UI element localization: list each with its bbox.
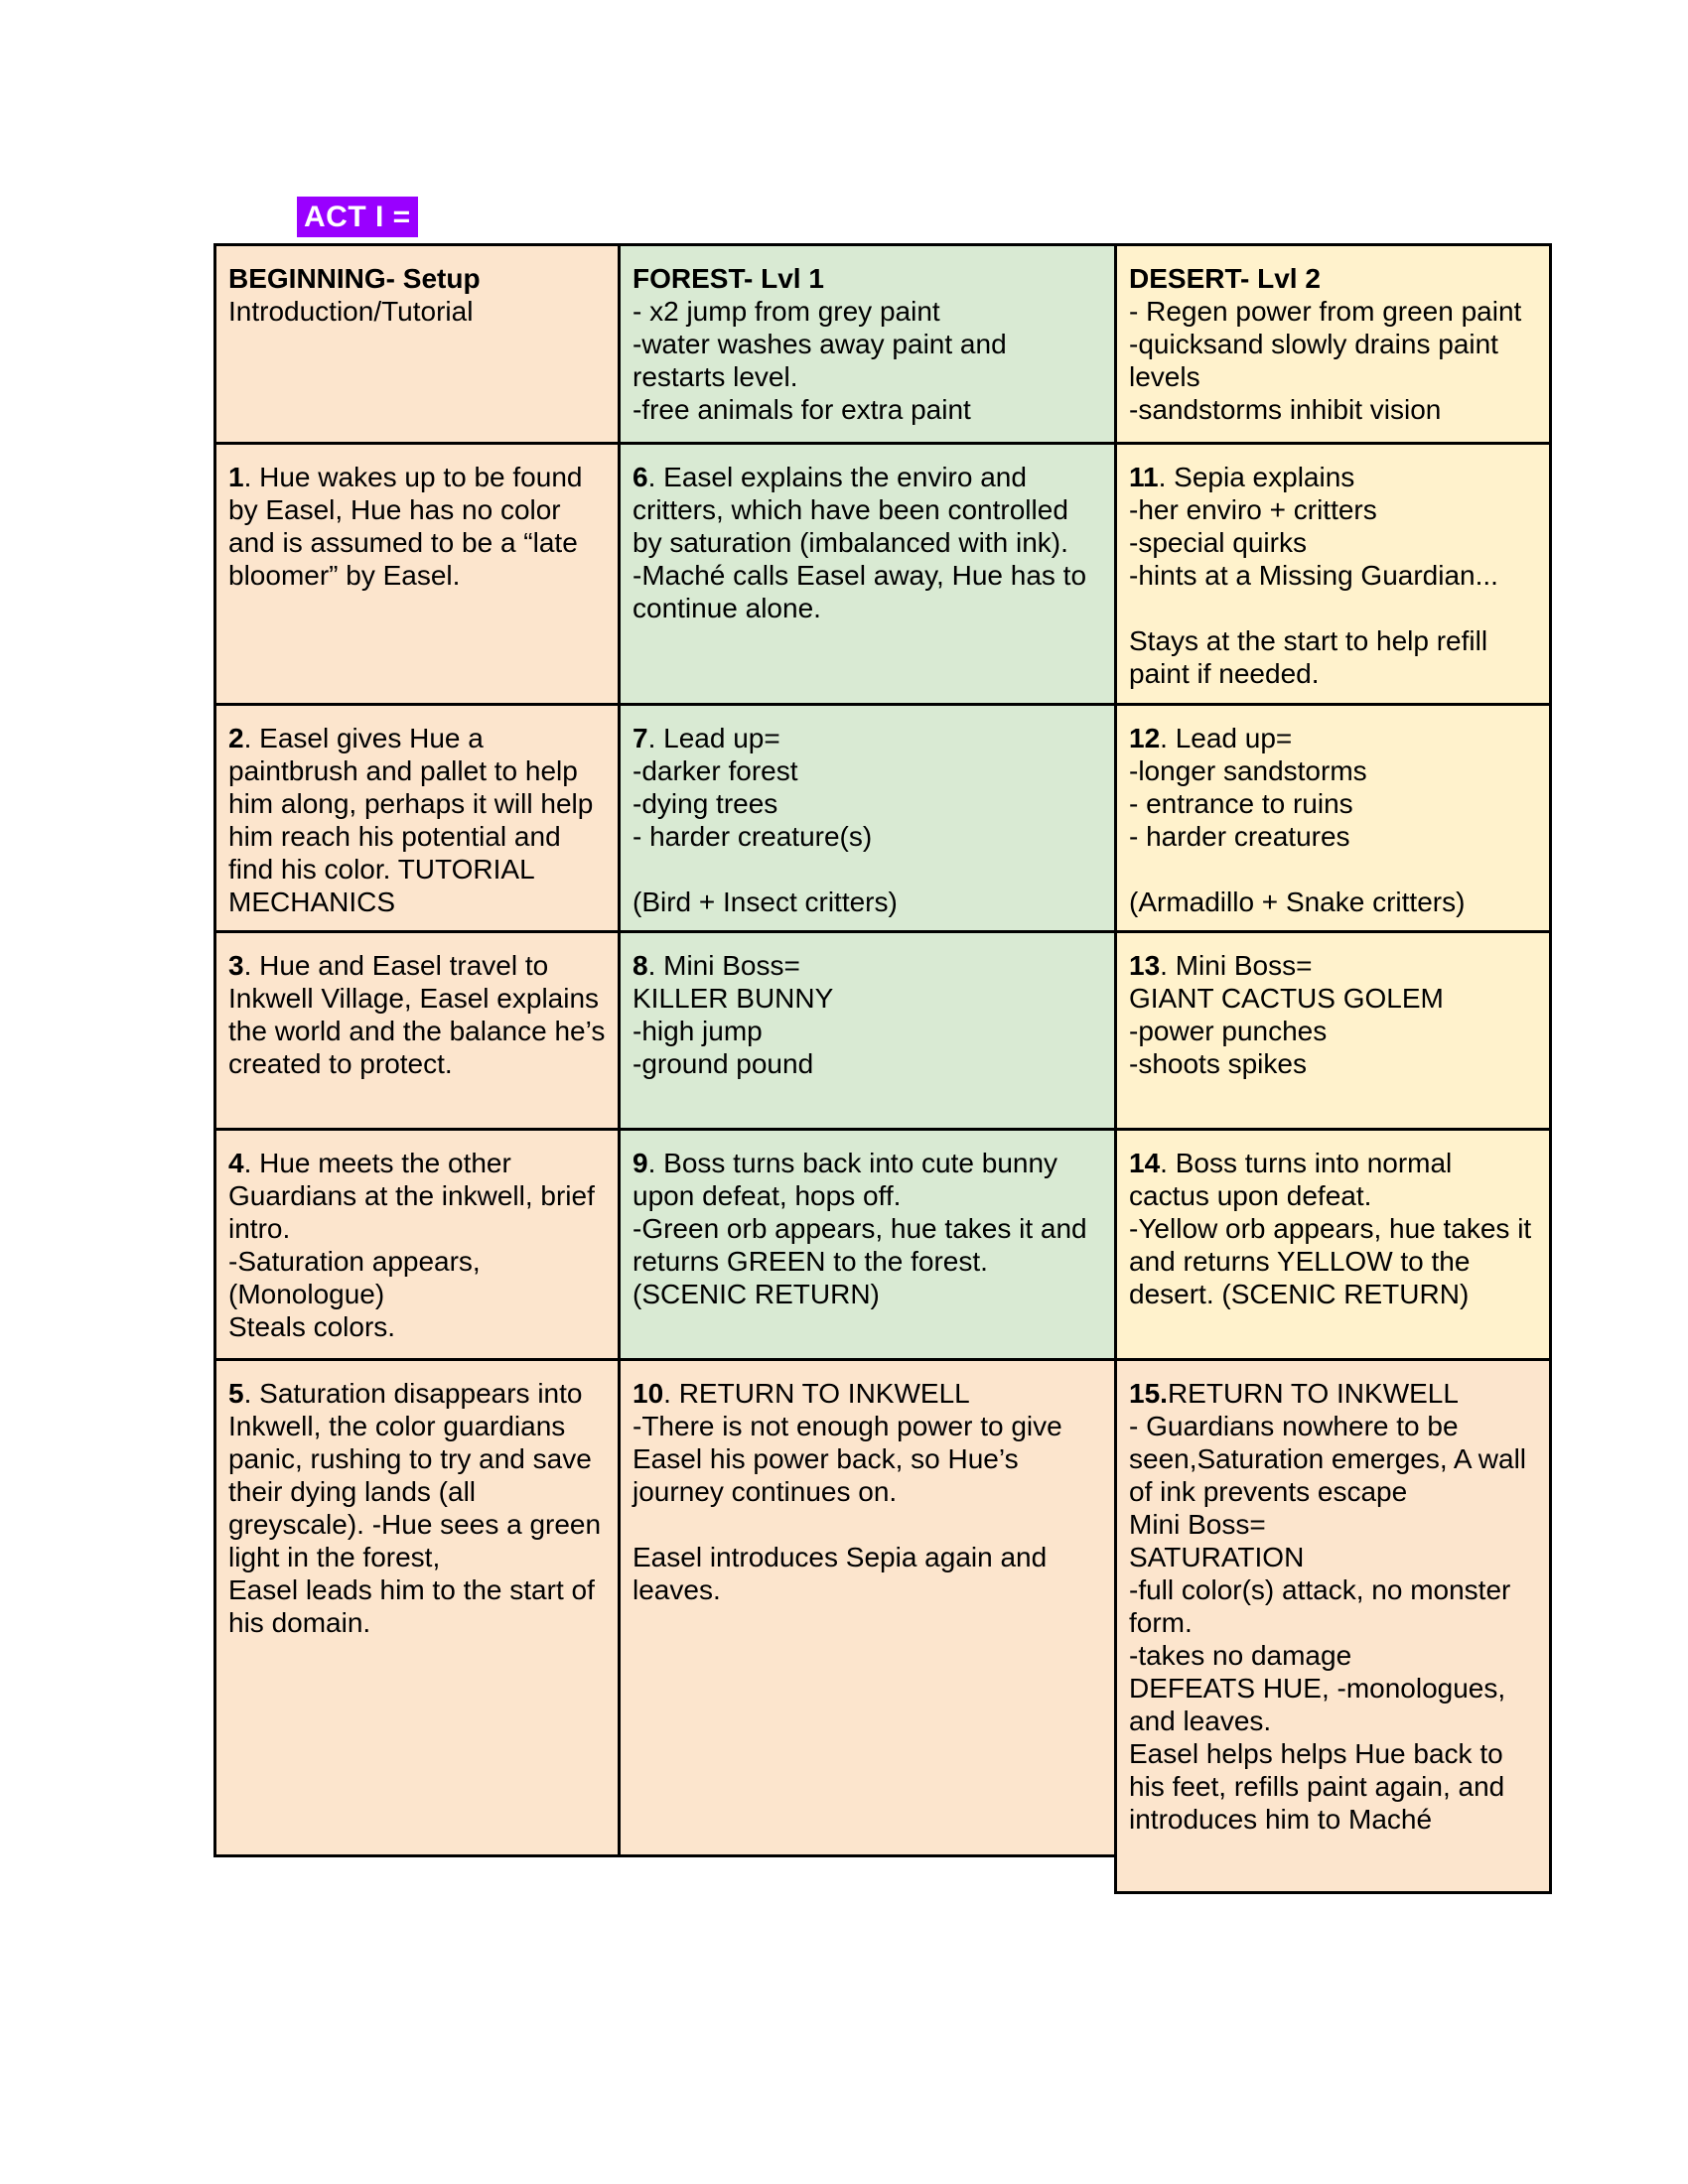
- story-cell-7: [618, 703, 1117, 933]
- story-paragraph: [228, 722, 608, 918]
- story-paragraph: [1129, 461, 1539, 493]
- step-number: 15.: [1129, 1378, 1168, 1409]
- step-number: 6: [633, 462, 648, 492]
- story-line: -high jump: [633, 1016, 763, 1046]
- story-paragraph: [1129, 1377, 1539, 1410]
- story-line: Mini Boss=: [1129, 1509, 1266, 1540]
- story-line: - entrance to ruins: [1129, 788, 1353, 819]
- step-number: 8: [633, 950, 648, 981]
- step-number: 10: [633, 1378, 664, 1409]
- story-cell-5: [213, 1358, 621, 1857]
- story-line: -Green orb appears, hue takes it and returns GREEN to the forest.: [633, 1213, 1087, 1277]
- story-line: (Monologue): [228, 1279, 385, 1309]
- story-line: -longer sandstorms: [1129, 755, 1367, 786]
- story-line: GIANT CACTUS GOLEM: [1129, 983, 1444, 1014]
- step-text: . Boss turns back into cute bunny upon defeat, hops off.: [633, 1148, 1058, 1211]
- step-number: 4: [228, 1148, 244, 1178]
- story-paragraph: [228, 461, 608, 592]
- step-text: . Hue and Easel travel to Inkwell Village, Easel explains the world and the balance he’s created to protect.: [228, 950, 606, 1079]
- story-line: -power punches: [1129, 1016, 1328, 1046]
- story-cell-14: [1114, 1128, 1552, 1361]
- step-number: 11: [1129, 462, 1159, 492]
- step-number: 7: [633, 723, 648, 753]
- story-line: Stays at the start to help refill paint if needed.: [1129, 625, 1488, 689]
- story-line: [1129, 853, 1539, 886]
- story-line: Easel introduces Sepia again and leaves.: [633, 1542, 1048, 1605]
- story-cell-11: [1114, 442, 1552, 706]
- story-paragraph: [228, 949, 608, 1080]
- step-text: . Hue wakes up to be found by Easel, Hue has no color and is assumed to be a “late bloomer” by Easel.: [228, 462, 583, 591]
- step-number: 12: [1129, 723, 1161, 753]
- step-number: 9: [633, 1148, 648, 1178]
- step-number: 13: [1129, 950, 1161, 981]
- story-line: -Saturation appears,: [228, 1246, 481, 1277]
- story-paragraph: [1129, 1147, 1539, 1212]
- act-heading-label: ACT I =: [304, 201, 411, 233]
- story-line: [1129, 592, 1539, 624]
- step-text: . RETURN TO INKWELL: [663, 1378, 970, 1409]
- story-line: - harder creature(s): [633, 821, 873, 852]
- step-text: . Hue meets the other Guardians at the inkwell, brief intro.: [228, 1148, 595, 1244]
- story-line: -dying trees: [633, 788, 778, 819]
- step-text: . Mini Boss=: [647, 950, 800, 981]
- step-number: 3: [228, 950, 244, 981]
- header-cell-forest: [618, 243, 1117, 445]
- header-line: -quicksand slowly drains paint levels: [1129, 329, 1498, 392]
- header-line: -water washes away paint and restarts level.: [633, 329, 1007, 392]
- header-cell-desert: [1114, 243, 1552, 445]
- header-cell-beginning: [213, 243, 621, 445]
- story-line: Easel helps helps Hue back to his feet, refills paint again, and introduces him to Maché: [1129, 1738, 1505, 1835]
- column-title: DESERT- Lvl 2: [1129, 263, 1321, 294]
- step-number: 2: [228, 723, 244, 753]
- step-text: . Easel gives Hue a paintbrush and pallet to help him along, perhaps it will help him reach his potential and find his color. TUTORIAL MECHANICS: [228, 723, 594, 917]
- story-line: SATURATION: [1129, 1542, 1305, 1572]
- story-line: Easel leads him to the start of his domain.: [228, 1574, 595, 1638]
- story-line: - harder creatures: [1129, 821, 1350, 852]
- story-line: [633, 853, 1104, 886]
- story-line: Steals colors.: [228, 1311, 396, 1342]
- story-line: -takes no damage: [1129, 1640, 1352, 1671]
- story-cell-6: [618, 442, 1117, 706]
- story-line: -full color(s) attack, no monster form.: [1129, 1574, 1511, 1638]
- column-beginning: [213, 243, 621, 1857]
- story-cell-13: [1114, 930, 1552, 1131]
- story-cell-3: [213, 930, 621, 1131]
- step-number: 14: [1129, 1148, 1161, 1178]
- header-line: Introduction/Tutorial: [228, 296, 474, 327]
- column-forest: [618, 243, 1117, 1857]
- story-line: (Armadillo + Snake critters): [1129, 887, 1466, 917]
- story-paragraph: [633, 1377, 1104, 1410]
- story-cell-1: [213, 442, 621, 706]
- column-title: FOREST- Lvl 1: [633, 263, 824, 294]
- story-paragraph: [633, 1147, 1104, 1212]
- story-cell-12: [1114, 703, 1552, 933]
- step-text: . Lead up=: [647, 723, 780, 753]
- story-cell-4: [213, 1128, 621, 1361]
- step-text: . Mini Boss=: [1160, 950, 1313, 981]
- story-paragraph: [1129, 949, 1539, 982]
- story-line: - Guardians nowhere to be seen,Saturation emerges, A wall of ink prevents escape: [1129, 1411, 1527, 1507]
- column-desert: [1114, 243, 1552, 1894]
- story-cell-9: [618, 1128, 1117, 1361]
- story-line: -shoots spikes: [1129, 1048, 1307, 1079]
- story-line: -There is not enough power to give Easel his power back, so Hue’s journey continues on.: [633, 1411, 1062, 1507]
- step-number: 1: [228, 462, 244, 492]
- step-text: . Sepia explains: [1158, 462, 1355, 492]
- act-heading-highlight: [297, 197, 418, 237]
- header-line: -free animals for extra paint: [633, 394, 971, 425]
- story-line: -Maché calls Easel away, Hue has to continue alone.: [633, 560, 1087, 623]
- story-cell-15: [1114, 1358, 1552, 1894]
- step-text: . Boss turns into normal cactus upon defeat.: [1129, 1148, 1453, 1211]
- story-line: (Bird + Insect critters): [633, 887, 898, 917]
- story-line: -special quirks: [1129, 527, 1307, 558]
- story-line: DEFEATS HUE, -monologues, and leaves.: [1129, 1673, 1506, 1736]
- column-title: BEGINNING- Setup: [228, 263, 481, 294]
- step-text: RETURN TO INKWELL: [1167, 1378, 1459, 1409]
- step-text: . Easel explains the enviro and critters, which have been controlled by saturation (imbalanced with ink).: [633, 462, 1068, 558]
- header-line: - x2 jump from grey paint: [633, 296, 940, 327]
- story-line: -ground pound: [633, 1048, 814, 1079]
- story-paragraph: [228, 1377, 608, 1573]
- story-line: -Yellow orb appears, hue takes it and returns YELLOW to the desert. (SCENIC RETURN): [1129, 1213, 1532, 1309]
- story-line: (SCENIC RETURN): [633, 1279, 880, 1309]
- story-paragraph: [1129, 722, 1539, 754]
- step-text: . Saturation disappears into Inkwell, the color guardians panic, rushing to try and save their dying lands (all greyscale). -Hue sees a green light in the forest,: [228, 1378, 602, 1572]
- story-paragraph: [633, 461, 1104, 559]
- header-line: -sandstorms inhibit vision: [1129, 394, 1442, 425]
- header-line: - Regen power from green paint: [1129, 296, 1522, 327]
- story-line: -darker forest: [633, 755, 798, 786]
- story-paragraph: [633, 949, 1104, 982]
- story-cell-10: [618, 1358, 1117, 1857]
- story-line: KILLER BUNNY: [633, 983, 834, 1014]
- story-cell-2: [213, 703, 621, 933]
- step-number: 5: [228, 1378, 244, 1409]
- story-line: -her enviro + critters: [1129, 494, 1377, 525]
- story-paragraph: [633, 722, 1104, 754]
- step-text: . Lead up=: [1160, 723, 1293, 753]
- story-line: -hints at a Missing Guardian...: [1129, 560, 1498, 591]
- story-cell-8: [618, 930, 1117, 1131]
- story-line: [633, 1508, 1104, 1541]
- story-paragraph: [228, 1147, 608, 1245]
